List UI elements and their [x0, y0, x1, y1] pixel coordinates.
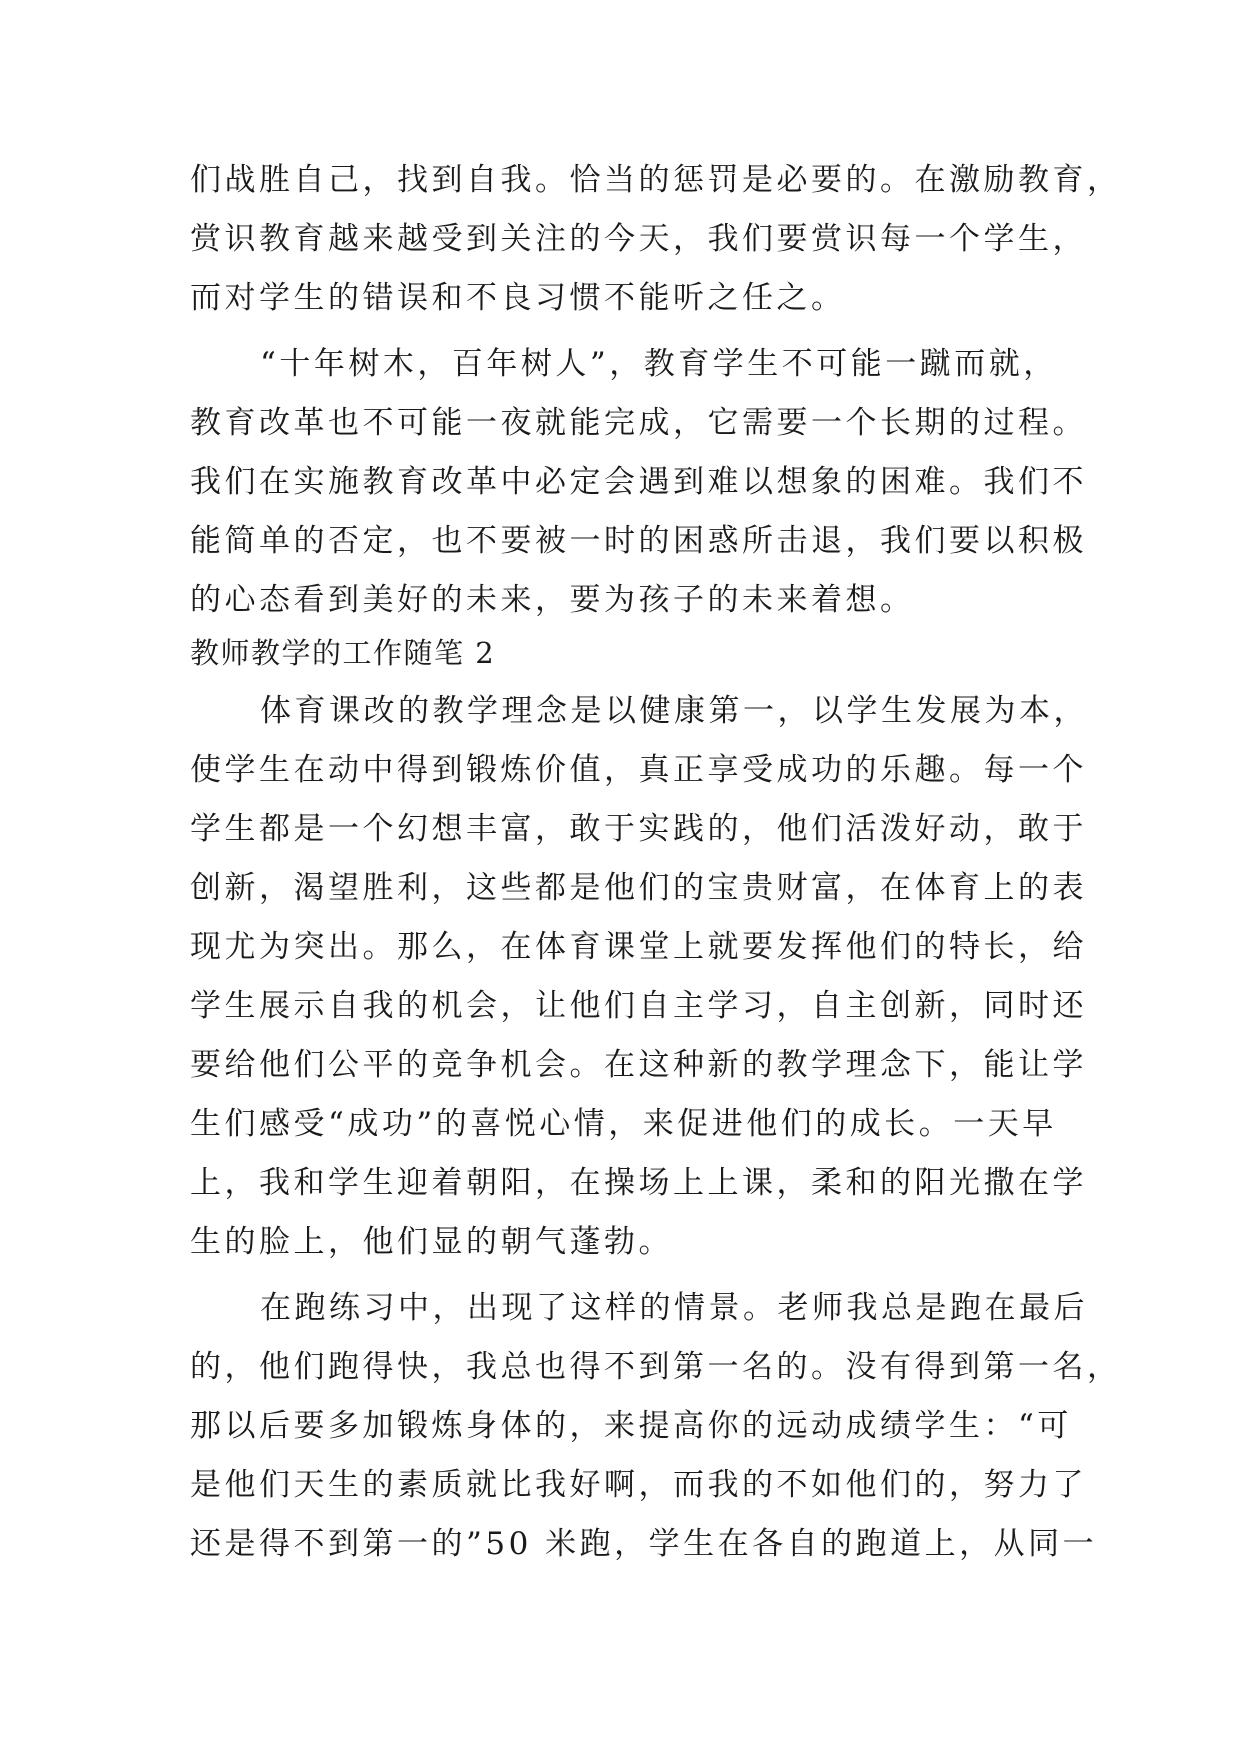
text-line: 上，我和学生迎着朝阳，在操场上上课，柔和的阳光撒在学 — [190, 1165, 1087, 1201]
text-line: 那以后要多加锻炼身体的，来提高你的远动成绩学生：“可 — [190, 1408, 1072, 1444]
text-line: 能简单的否定，也不要被一时的困惑所击退，我们要以积极 — [190, 523, 1087, 559]
text-line: 现尤为突出。那么，在体育课堂上就要发挥他们的特长，给 — [190, 929, 1087, 965]
text-line: 生们感受“成功”的喜悦心情，来促进他们的成长。一天早 — [190, 1106, 1057, 1142]
paragraph-first-line: 在跑练习中，出现了这样的情景。老师我总是跑在最后 — [260, 1290, 1088, 1326]
text-line: 我们在实施教育改革中必定会遇到难以想象的困难。我们不 — [190, 464, 1087, 500]
paragraph-first-line: 体育课改的教学理念是以健康第一，以学生发展为本， — [260, 693, 1088, 729]
text-line: 生的脸上，他们显的朝气蓬勃。 — [190, 1224, 673, 1260]
text-line: 要给他们公平的竞争机会。在这种新的教学理念下，能让学 — [190, 1047, 1087, 1083]
text-line: 赏识教育越来越受到关注的今天，我们要赏识每一个学生， — [190, 221, 1087, 257]
text-line: 还是得不到第一的”50 米跑，学生在各自的跑道上，从同一 — [190, 1526, 1098, 1562]
text-line: 创新，渴望胜利，这些都是他们的宝贵财富，在体育上的表 — [190, 870, 1087, 906]
text-line: 而对学生的错误和不良习惯不能听之任之。 — [190, 280, 846, 316]
text-line: 学生都是一个幻想丰富，敢于实践的，他们活泼好动，敢于 — [190, 811, 1087, 847]
text-line: 学生展示自我的机会，让他们自主学习，自主创新，同时还 — [190, 988, 1087, 1024]
paragraph-first-line: “十年树木，百年树人”，教育学生不可能一蹴而就， — [260, 346, 1058, 382]
text-line: 的，他们跑得快，我总也得不到第一名的。没有得到第一名， — [190, 1349, 1122, 1385]
text-line: 使学生在动中得到锻炼价值，真正享受成功的乐趣。每一个 — [190, 752, 1087, 788]
text-line: 是他们天生的素质就比我好啊，而我的不如他们的，努力了 — [190, 1467, 1087, 1503]
text-line: 的心态看到美好的未来，要为孩子的未来着想。 — [190, 582, 915, 618]
text-line: 教育改革也不可能一夜就能完成，它需要一个长期的过程。 — [190, 405, 1087, 441]
text-line: 们战胜自己，找到自我。恰当的惩罚是必要的。在激励教育， — [190, 162, 1122, 198]
section-heading: 教师教学的工作随笔 2 — [190, 636, 496, 670]
